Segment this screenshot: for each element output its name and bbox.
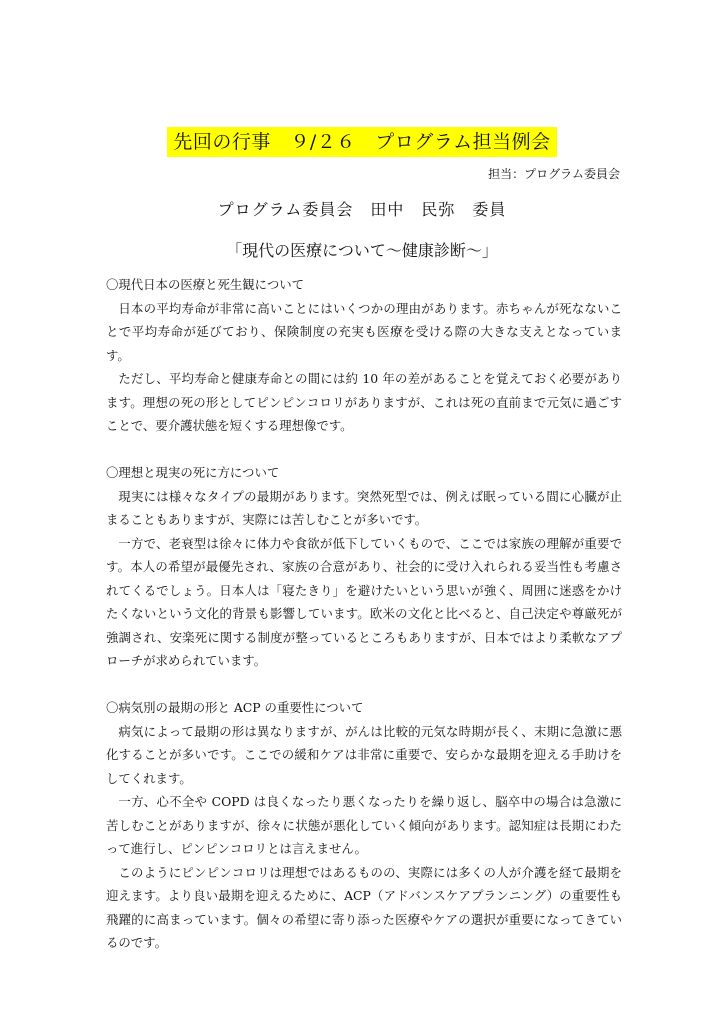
document-body [106, 273, 622, 955]
paragraph: 一方で、老衰型は徐々に体力や食欲が低下していくもので、ここでは家族の理解が重要です。本人の希望が最優先され、家族の合意があり、社会的に受け入れられる妥当性も考慮されてくるでしょう。日本人は「寝たきり」を避けたいという思いが強く、周囲に迷惑をかけたくないという文化的背景も影響しています。欧米の文化と比べると、自己決定や尊厳死が強調され、安楽死に関する制度が整っているところもありますが、日本ではより柔軟なアプローチが求められています。 [106, 535, 622, 668]
section-heading-2: 〇理想と現実の死に方について [106, 465, 280, 480]
page-title: 先回の行事 ９/２６ プログラム担当例会 [167, 127, 556, 157]
paragraph: このようにピンピンコロリは理想ではあるものの、実際には多くの人が介護を経て最期を迎えます。より良い最期を迎えるために、ACP（アドバンスケアプランニング）の重要性も飛躍的に高まっています。個々の希望に寄り添った医療やケアの選択が重要になってきているのです。 [106, 864, 622, 950]
section-spacer [106, 438, 622, 462]
paragraph: ただし、平均寿命と健康寿命との間には約 10 年の差があることを覚えておく必要があります。理想の死の形としてピンピンコロリがありますが、これは死の直前まで元気に過ごすことで、要介護状態を短くする理想像です。 [106, 371, 622, 433]
responsible-committee: 担当：プログラム委員会 [488, 167, 620, 181]
lecture-subtitle: 「現代の医療について～健康診断～」 [226, 241, 498, 260]
section-heading-1: 〇現代日本の医療と死生観について [106, 277, 305, 292]
paragraph: 病気によって最期の形は異なりますが、がんは比較的元気な時期が長く、末期に急激に悪化することが多いです。ここでの緩和ケアは非常に重要で、安らかな最期を迎える手助けをしてくれます。 [106, 723, 622, 786]
paragraph: 現実には様々なタイプの最期があります。突然死型では、例えば眠っている間に心臓が止まることもありますが、実際には苦しむことが多いです。 [106, 488, 622, 527]
speaker-line: プログラム委員会 田中 民弥 委員 [217, 200, 507, 219]
title-wrapper [0, 127, 724, 157]
section-heading-3: 〇病気別の最期の形と ACP の重要性について [106, 700, 364, 715]
section-spacer [106, 673, 622, 697]
paragraph: 一方、心不全や COPD は良くなったり悪くなったりを繰り返し、脳卒中の場合は急激に苦しむことがありますが、徐々に状態が悪化していく傾向があります。認知症は長期にわたって進行し、ピンピンコロリとは言えません。 [106, 794, 622, 856]
paragraph: 日本の平均寿命が非常に高いことにはいくつかの理由があります。赤ちゃんが死なないことで平均寿命が延びており、保険制度の充実も医療を受ける際の大きな支えとなっています。 [106, 300, 622, 363]
